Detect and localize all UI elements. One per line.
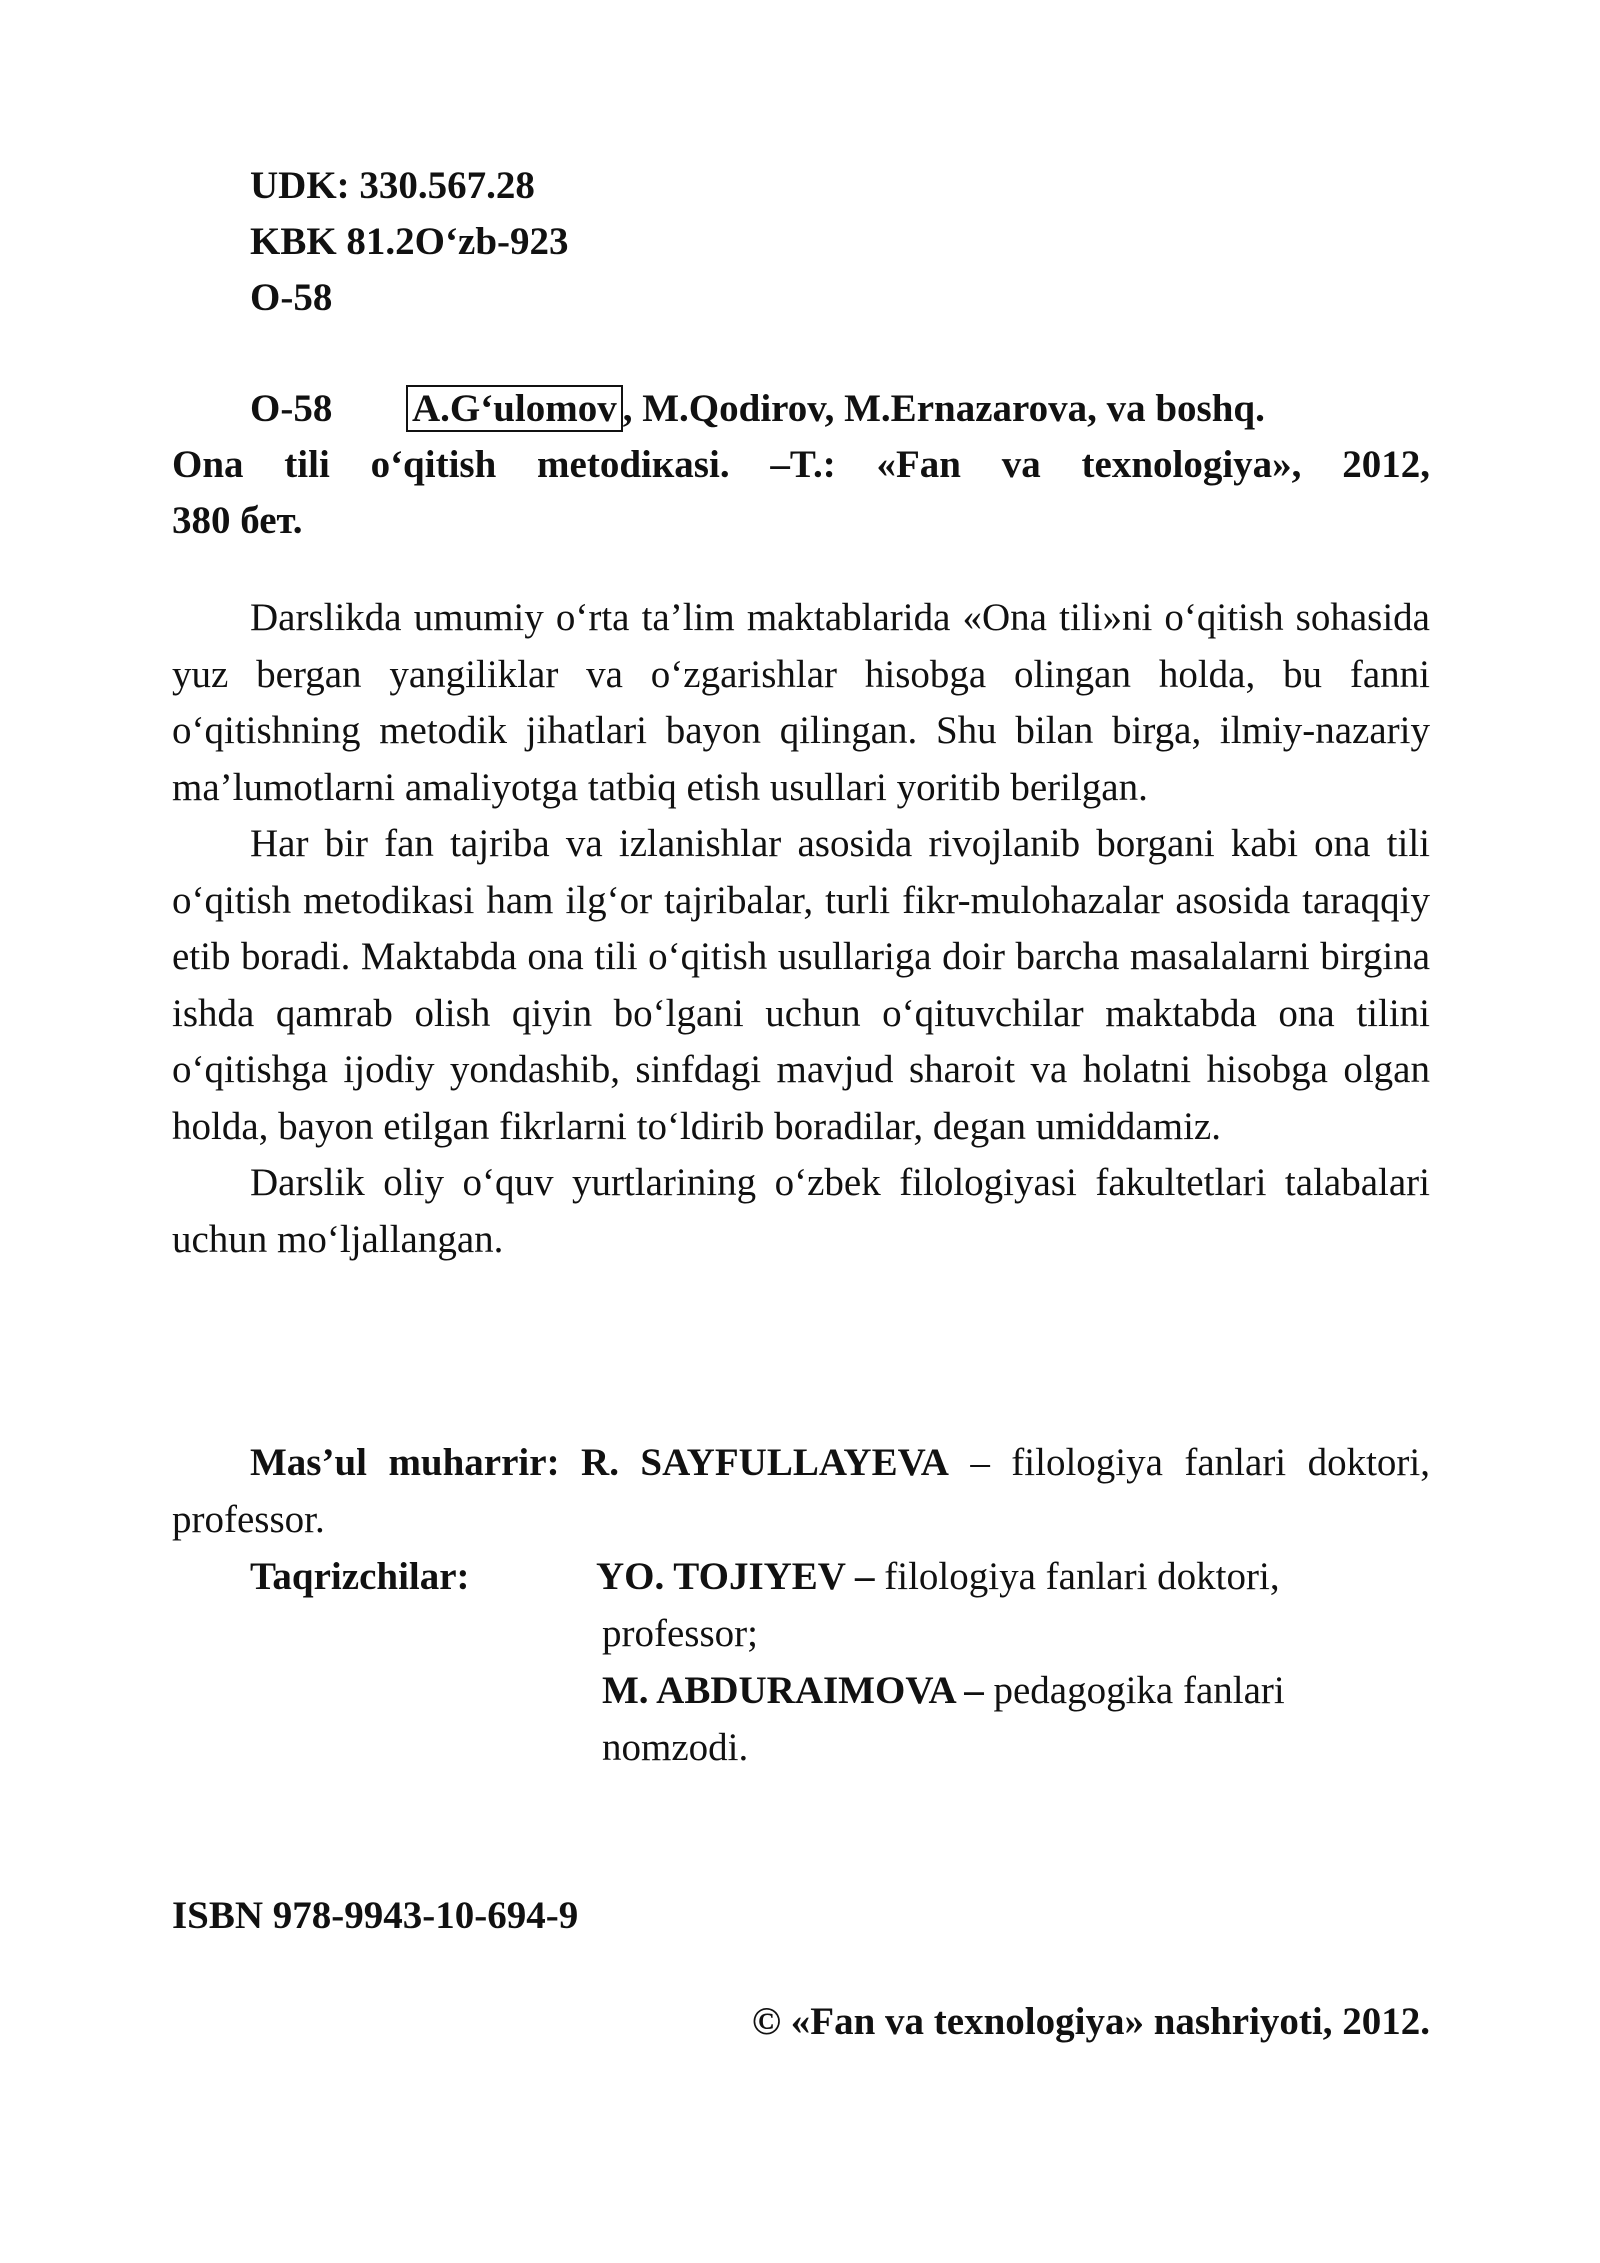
- title-word: –T.:: [770, 443, 836, 486]
- reviewer-dash: –: [845, 1555, 885, 1598]
- reviewer-dash: –: [954, 1669, 994, 1712]
- kbk-code: KBK 81.2O‘zb-923: [250, 220, 569, 263]
- title-word: 2012,: [1342, 443, 1430, 486]
- title-word: Ona: [172, 443, 244, 486]
- copyright: © «Fan va texnologiya» nashriyoti, 2012.: [751, 2000, 1430, 2043]
- reviewer-description: pedagogika fanlari: [993, 1669, 1285, 1712]
- title-word: o‘qitish: [370, 443, 497, 486]
- abstract-paragraph: Darslikda umumiy o‘rta ta’lim maktablarida «Ona tili»ni o‘qitish sohasida yuz bergan yangiliklar va o‘zgarishlar hisobga olingan holda, bu fanni o‘qitishning metodik jihatlari bayon qilingan. Shu bilan birga, ilmiy-nazariy ma’lumotlarni amaliyotga tatbiq etish usullari yoritib berilgan.: [172, 596, 1430, 809]
- page-count: 380 бет.: [172, 499, 303, 542]
- reviewer-description-cont: nomzodi.: [602, 1726, 749, 1769]
- title-word: metodiкasi.: [537, 443, 730, 486]
- bibliographic-code: O-58: [250, 387, 333, 430]
- reviewer-name: YO. TOJIYEV: [596, 1555, 846, 1598]
- title-word: va: [1001, 443, 1041, 486]
- reviewer-description: filologiya fanlari doktori,: [884, 1555, 1280, 1598]
- author-mark: O-58: [250, 276, 333, 319]
- reviewer-description-cont: professor;: [602, 1612, 758, 1655]
- reviewer: [596, 1548, 1426, 1662]
- reviewers: [172, 1548, 1430, 1776]
- responsible-editor: [172, 1434, 1430, 1548]
- credits: [172, 1434, 1430, 1776]
- title-word: texnologiya»,: [1081, 443, 1302, 486]
- abstract-paragraph: Har bir fan tajriba va izlanishlar asosida rivojlanib borgani kabi ona tili o‘qitish metodikasi ham ilg‘or tajribalar, turli fikr-mulohazalar asosida taraqqiy etib boradi. Maktabda ona tili o‘qitish usullariga doir barcha masalalarni birgina ishda qamrab olish qiyin bo‘lgani uchun o‘qituvchilar maktabda ona tilini o‘qitishga ijodiy yondashib, sinfdagi mavjud sharoit va holatni hisobga olgan holda, bayon etilgan fikrlarni to‘ldirib boradilar, degan umiddamiz.: [172, 822, 1430, 1148]
- reviewer-name: M. ABDURAIMOVA: [602, 1669, 955, 1712]
- abstract-paragraph: Darslik oliy o‘quv yurtlarining o‘zbek filologiyasi fakultetlari talabalari uchun mo‘ljallangan.: [172, 1161, 1430, 1261]
- other-authors: , M.Qodirov, M.Ernazarova, va boshq.: [622, 387, 1265, 430]
- classification-codes: [250, 158, 569, 326]
- title-word: tili: [284, 443, 330, 486]
- reviewer: [596, 1662, 1426, 1776]
- reviewers-list: [596, 1548, 1426, 1776]
- bibliographic-line-1: [172, 381, 1430, 437]
- title-word: «Fan: [876, 443, 961, 486]
- abstract: [172, 590, 1430, 1268]
- bibliographic-record: [172, 381, 1430, 549]
- editor-label: Mas’ul muharrir:: [250, 1441, 560, 1484]
- isbn: ISBN 978-9943-10-694-9: [172, 1894, 579, 1937]
- reviewers-label: Taqrizchilar:: [250, 1555, 470, 1598]
- editor-name: R. SAYFULLAYEVA: [581, 1441, 949, 1484]
- editor-description: – filologiya fanlari doktori, professor.: [172, 1441, 1430, 1541]
- udk-code: UDK: 330.567.28: [250, 164, 535, 207]
- boxed-author: A.G‘ulomov: [406, 385, 623, 432]
- bibliographic-line-2: [172, 437, 1430, 493]
